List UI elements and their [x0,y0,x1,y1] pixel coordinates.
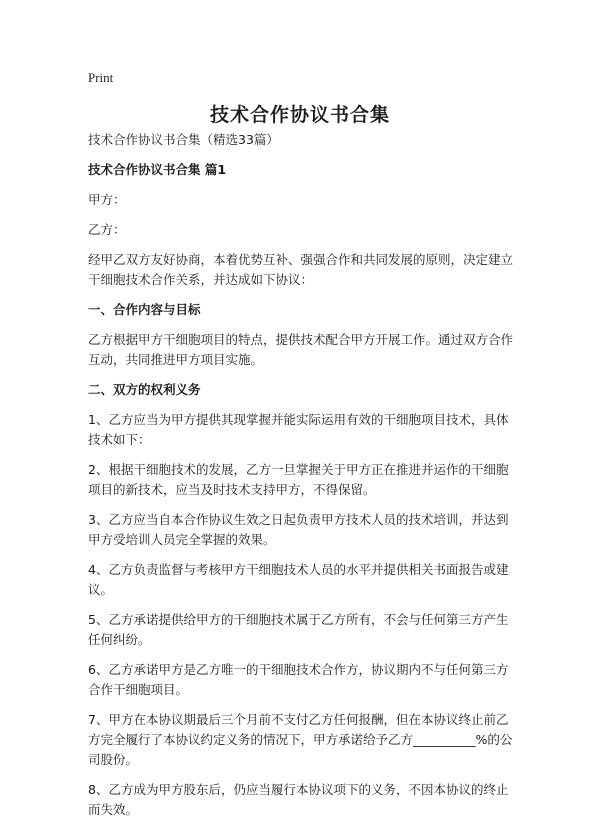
list-item: 5、乙方承诺提供给甲方的干细胞技术属于乙方所有，不会与任何第三方产生任何纠纷。 [88,612,509,647]
heading-rights-obligations: 二、双方的权利义务 [88,382,201,397]
list-item: 1、乙方应当为甲方提供其现掌握并能实际运用有效的干细胞项目技术，具体技术如下： [88,412,509,447]
cooperation-paragraph: 乙方根据甲方干细胞项目的特点，提供技术配合甲方开展工作。通过双方合作互动，共同推进甲方项目实施。 [88,332,514,367]
document-title: 技术合作协议书合集 [209,104,390,126]
print-label[interactable]: Print [88,70,114,85]
heading-cooperation-content: 一、合作内容与目标 [88,302,201,317]
intro-paragraph: 经甲乙双方友好协商，本着优势互补、强强合作和共同发展的原则，决定建立干细胞技术合作关系，并达成如下协议： [88,252,514,287]
document-body [88,130,514,830]
list-item: 8、乙方成为甲方股东后，仍应当履行本协议项下的义务，不因本协议的终止而失效。 [88,782,509,817]
list-item: 4、乙方负责监督与考核甲方干细胞技术人员的水平并提供相关书面报告或建议。 [88,562,509,597]
party-a-line: 甲方： [88,192,126,207]
list-item: 6、乙方承诺甲方是乙方唯一的干细胞技术合作方，协议期内不与任何第三方合作干细胞项目。 [88,662,509,697]
list-item: 7、甲方在本协议期最后三个月前不支付乙方任何报酬，但在本协议终止前乙方完全履行了本协议约定义务的情况下，甲方承诺给予乙方__________%的公司股份。 [88,712,513,767]
section-title: 技术合作协议书合集 篇1 [88,162,227,177]
list-item: 3、乙方应当自本合作协议生效之日起负责甲方技术人员的技术培训，并达到甲方受培训人员完全掌握的效果。 [88,512,509,547]
list-item: 2、根据干细胞技术的发展，乙方一旦掌握关于甲方正在推进并运作的干细胞项目的新技术，应当及时技术支持甲方，不得保留。 [88,462,509,497]
document-subtitle: 技术合作协议书合集（精选33篇） [88,132,279,147]
party-b-line: 乙方： [88,222,126,237]
